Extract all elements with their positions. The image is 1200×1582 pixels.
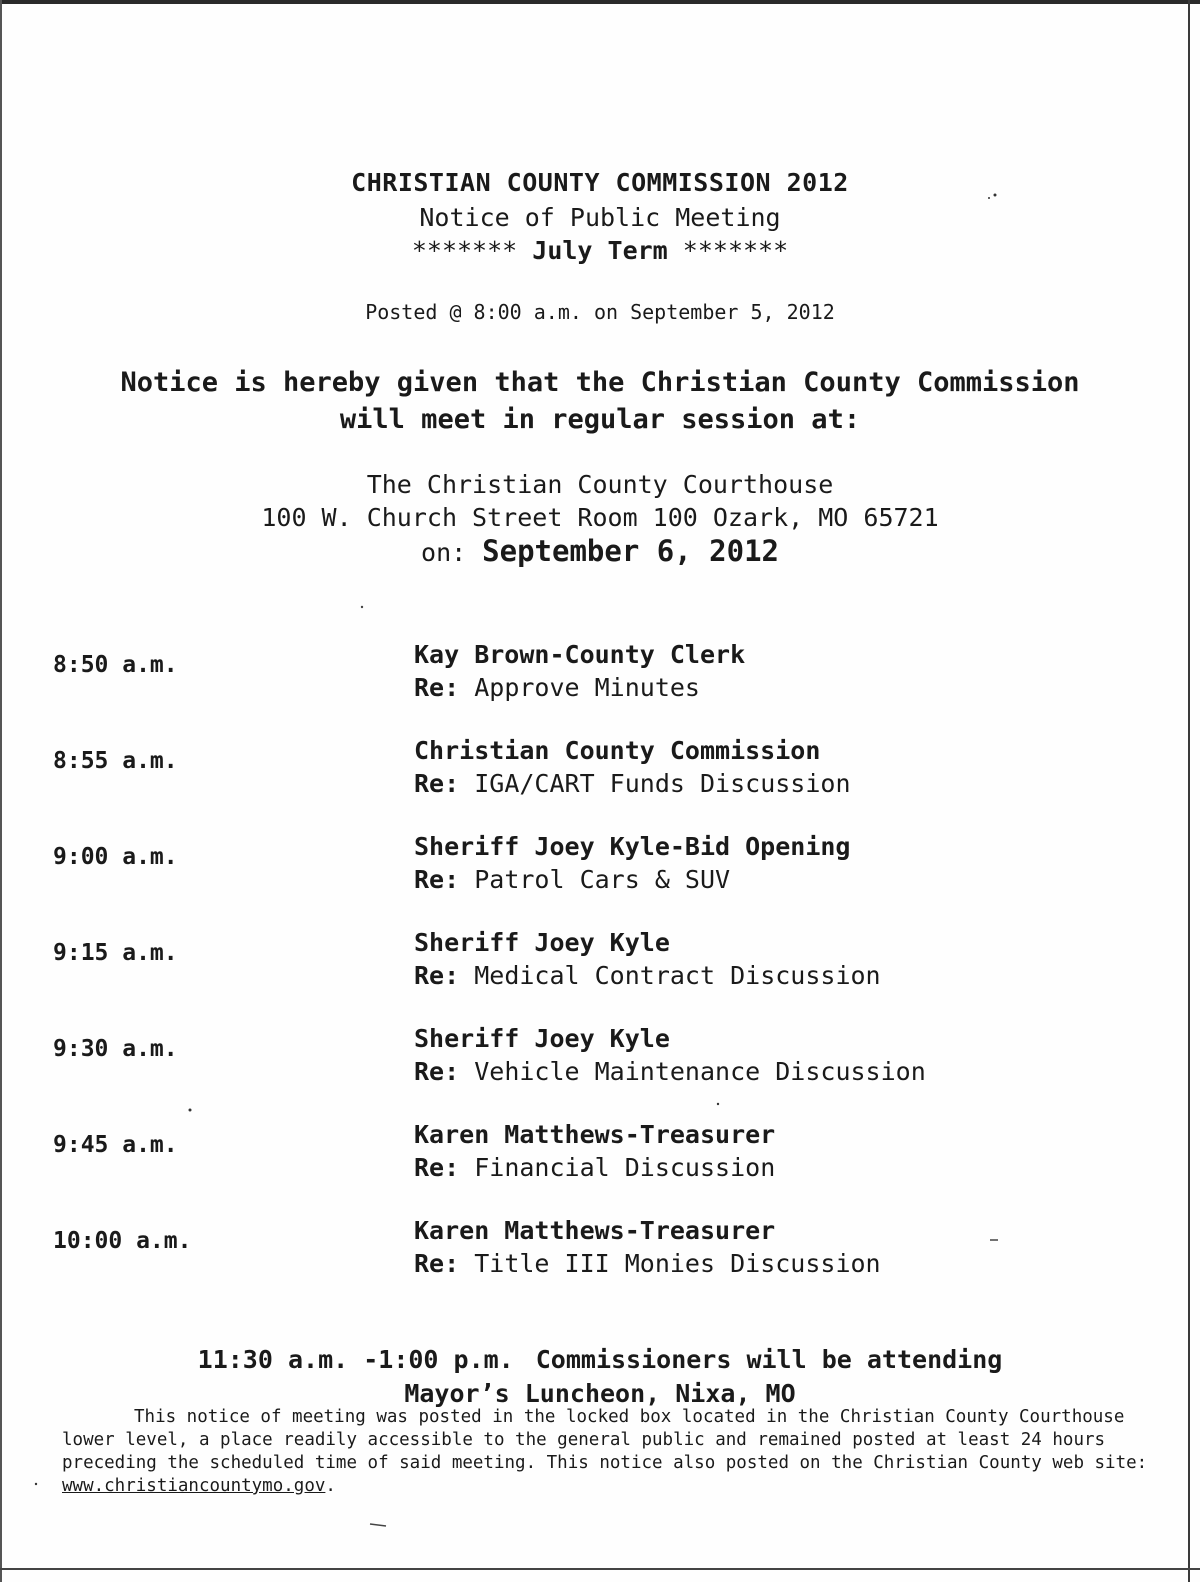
- meeting-date-line: [0, 534, 1200, 568]
- agenda-time: 8:50 a.m.: [53, 652, 178, 678]
- agenda-topic-line: [414, 1249, 881, 1278]
- agenda-item: [0, 736, 1200, 816]
- agenda-item: [0, 1216, 1200, 1296]
- agenda-presenter: Sheriff Joey Kyle-Bid Opening: [414, 832, 851, 861]
- agenda-topic: IGA/CART Funds Discussion: [474, 769, 851, 798]
- agenda-presenter: Sheriff Joey Kyle: [414, 1024, 670, 1053]
- meeting-date: September 6, 2012: [482, 534, 779, 568]
- agenda-topic-line: [414, 961, 881, 990]
- location-building: The Christian County Courthouse: [366, 470, 834, 499]
- re-label: Re:: [414, 865, 460, 894]
- county-website-link[interactable]: www.christiancountymo.gov: [62, 1476, 326, 1496]
- agenda-topic-line: [414, 769, 851, 798]
- posting-statement: [62, 1406, 1152, 1498]
- notice-statement: [0, 364, 1200, 438]
- location-address: 100 W. Church Street Room 100 Ozark, MO 65721: [261, 503, 939, 532]
- agenda-item: [0, 928, 1200, 1008]
- agenda-time: 9:45 a.m.: [53, 1132, 178, 1158]
- luncheon-line-2: Mayor’s Luncheon, Nixa, MO: [404, 1379, 796, 1408]
- agenda-item: [0, 1120, 1200, 1200]
- agenda-time: 9:30 a.m.: [53, 1036, 178, 1062]
- term-stars-right: *******: [682, 236, 789, 265]
- agenda-item: [0, 832, 1200, 912]
- agenda-presenter: Karen Matthews-Treasurer: [414, 1216, 776, 1245]
- agenda-topic: Medical Contract Discussion: [474, 961, 881, 990]
- scan-edge-top: [0, 0, 1200, 4]
- agenda-presenter: Sheriff Joey Kyle: [414, 928, 670, 957]
- notice-line-2: will meet in regular session at:: [339, 404, 861, 435]
- agenda-topic: Title III Monies Discussion: [474, 1249, 881, 1278]
- agenda-presenter: Karen Matthews-Treasurer: [414, 1120, 776, 1149]
- term-label: July Term: [532, 236, 668, 265]
- agenda-topic: Vehicle Maintenance Discussion: [474, 1057, 926, 1086]
- posting-end: .: [325, 1476, 336, 1496]
- agenda-topic: Approve Minutes: [474, 673, 700, 702]
- document-title: CHRISTIAN COUNTY COMMISSION 2012: [351, 168, 849, 197]
- agenda-topic-line: [414, 673, 700, 702]
- scan-edge-bottom: [0, 1568, 1200, 1570]
- luncheon-time: 11:30 a.m. -1:00 p.m.: [197, 1345, 514, 1374]
- re-label: Re:: [414, 769, 460, 798]
- agenda-topic-line: [414, 865, 730, 894]
- agenda-topic: Financial Discussion: [474, 1153, 776, 1182]
- re-label: Re:: [414, 673, 460, 702]
- re-label: Re:: [414, 1057, 460, 1086]
- agenda-topic-line: [414, 1057, 926, 1086]
- term-line: [0, 236, 1200, 265]
- luncheon-text: Commissioners will be attending: [535, 1345, 1003, 1374]
- agenda-time: 9:15 a.m.: [53, 940, 178, 966]
- agenda-presenter: Christian County Commission: [414, 736, 821, 765]
- agenda-time: 9:00 a.m.: [53, 844, 178, 870]
- re-label: Re:: [414, 961, 460, 990]
- agenda-item: [0, 1024, 1200, 1104]
- agenda-item: [0, 640, 1200, 720]
- term-stars-left: *******: [411, 236, 518, 265]
- agenda-topic-line: [414, 1153, 775, 1182]
- document-subtitle: Notice of Public Meeting: [419, 203, 781, 232]
- on-label: on:: [421, 538, 467, 567]
- re-label: Re:: [414, 1153, 460, 1182]
- posted-line: Posted @ 8:00 a.m. on September 5, 2012: [365, 300, 835, 324]
- notice-line-1: Notice is hereby given that the Christian County Commission: [120, 367, 1080, 398]
- luncheon-line-1: [0, 1345, 1200, 1374]
- re-label: Re:: [414, 1249, 460, 1278]
- agenda-topic: Patrol Cars & SUV: [474, 865, 731, 894]
- agenda-presenter: Kay Brown-County Clerk: [414, 640, 746, 669]
- posting-text: This notice of meeting was posted in the locked box located in the Christian County Courthouse lower level, a place readily accessible to the general public and remained posted at least 24 hours preceding the scheduled time of said meeting. This notice also posted on the Christian County web site:: [62, 1407, 1148, 1473]
- agenda-time: 8:55 a.m.: [53, 748, 178, 774]
- agenda-time: 10:00 a.m.: [53, 1228, 192, 1254]
